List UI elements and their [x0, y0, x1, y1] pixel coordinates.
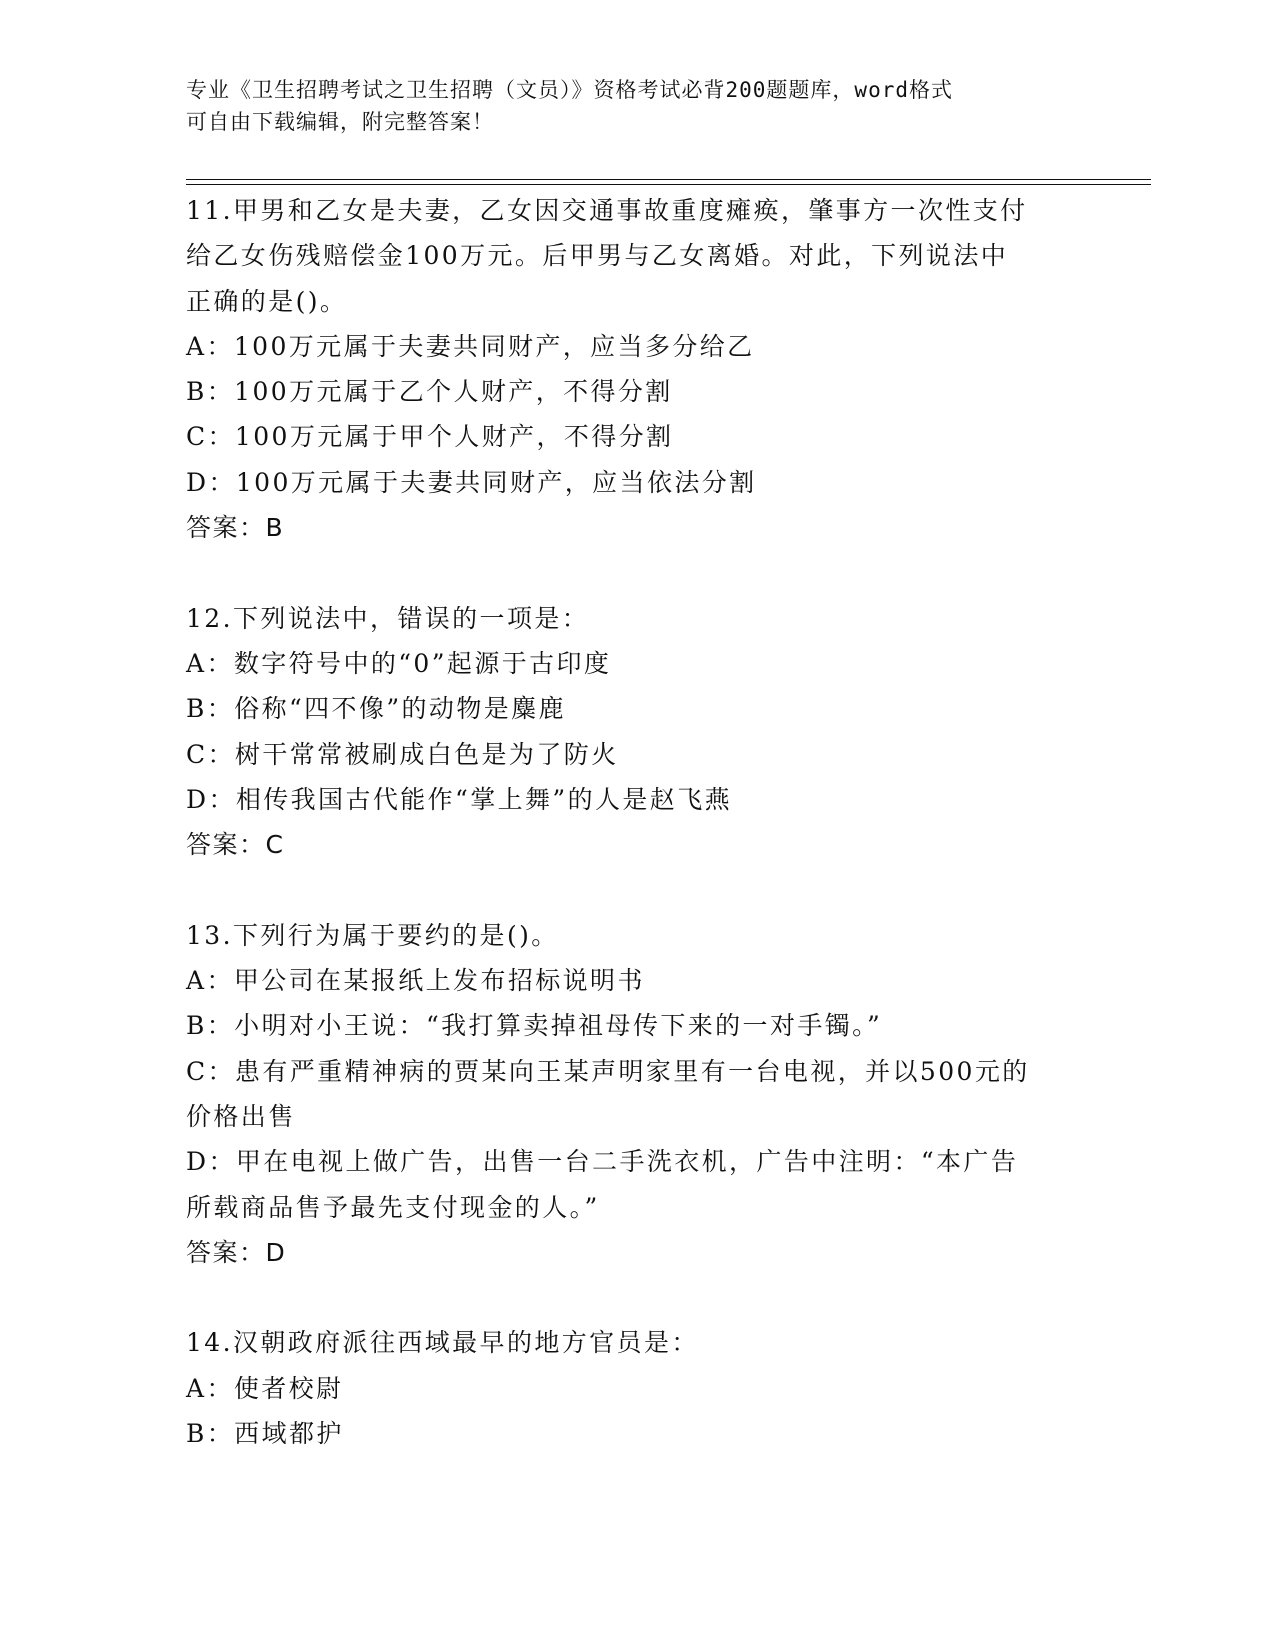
question-stem-line: 正确的是()。 [186, 286, 348, 316]
answer-option [186, 1139, 1086, 1230]
option-text-line: D：相传我国古代能作“掌上舞”的人是赵飞燕 [186, 784, 733, 814]
answer-option [186, 369, 1086, 414]
option-text-line: C：患有严重精神病的贾某向王某声明家里有一台电视，并以500元的 [186, 1056, 1030, 1086]
option-text-line: B：小明对小王说：“我打算卖掉祖母传下来的一对手镯。” [186, 1011, 883, 1041]
question-stem-line: 12.下列说法中，错误的一项是： [186, 603, 590, 633]
question-stem-line: 11.甲男和乙女是夫妻，乙女因交通事故重度瘫痪，肇事方一次性支付 [186, 196, 1028, 225]
header-line-2: 可自由下载编辑，附完整答案！ [186, 110, 494, 134]
option-text-line: B：100万元属于乙个人财产，不得分割 [186, 377, 673, 407]
document-header [186, 74, 1086, 138]
question-spacer [186, 550, 1086, 595]
answer-option [186, 1411, 1086, 1456]
question-block [186, 596, 1086, 913]
option-text-line: C：树干常常被刷成白色是为了防火 [186, 739, 619, 769]
option-text-line: D：甲在电视上做广告，出售一台二手洗衣机，广告中注明：“本广告 [186, 1147, 1019, 1177]
answer-key: 答案：C [186, 830, 285, 860]
answer-option [186, 1049, 1086, 1140]
option-text-line: A：数字符号中的“0”起源于古印度 [186, 648, 612, 678]
answer-option [186, 958, 1086, 1003]
answer-option [186, 686, 1086, 731]
answer-option [186, 460, 1086, 505]
option-text-line: A：甲公司在某报纸上发布招标说明书 [186, 966, 645, 996]
answer-option [186, 777, 1086, 822]
question-stem-line: 13.下列行为属于要约的是()。 [186, 920, 559, 950]
option-text-line: B：西域都护 [186, 1419, 344, 1449]
question-stem-line: 14.汉朝政府派往西域最早的地方官员是： [186, 1328, 699, 1358]
option-text-line: 价格出售 [186, 1101, 296, 1131]
option-text-line: B：俗称“四不像”的动物是麋鹿 [186, 694, 566, 724]
question-spacer [186, 1275, 1086, 1320]
answer-option [186, 324, 1086, 369]
question-block [186, 1320, 1086, 1456]
question-block [186, 913, 1086, 1321]
question-spacer [186, 867, 1086, 912]
answer-option [186, 732, 1086, 777]
answer-key: 答案：D [186, 1237, 287, 1267]
option-text-line: 所载商品售予最先支付现金的人。” [186, 1192, 600, 1222]
option-text-line: A：使者校尉 [186, 1373, 344, 1403]
option-text-line: C：100万元属于甲个人财产，不得分割 [186, 422, 674, 452]
answer-option [186, 1003, 1086, 1048]
answer-option [186, 1366, 1086, 1411]
question-stem-line: 给乙女伤残赔偿金100万元。后甲男与乙女离婚。对此，下列说法中 [186, 241, 1009, 271]
question-block [186, 188, 1086, 596]
option-text-line: A：100万元属于夫妻共同财产，应当多分给乙 [186, 331, 755, 361]
answer-option [186, 414, 1086, 459]
header-divider-thick [186, 179, 1151, 180]
answer-key: 答案：B [186, 513, 285, 543]
option-text-line: D：100万元属于夫妻共同财产，应当依法分割 [186, 467, 757, 497]
answer-option [186, 641, 1086, 686]
question-list [186, 188, 1086, 1456]
header-line-1: 专业《卫生招聘考试之卫生招聘（文员）》资格考试必背200题题库，word格式 [186, 78, 953, 102]
header-divider-thin [186, 184, 1151, 185]
